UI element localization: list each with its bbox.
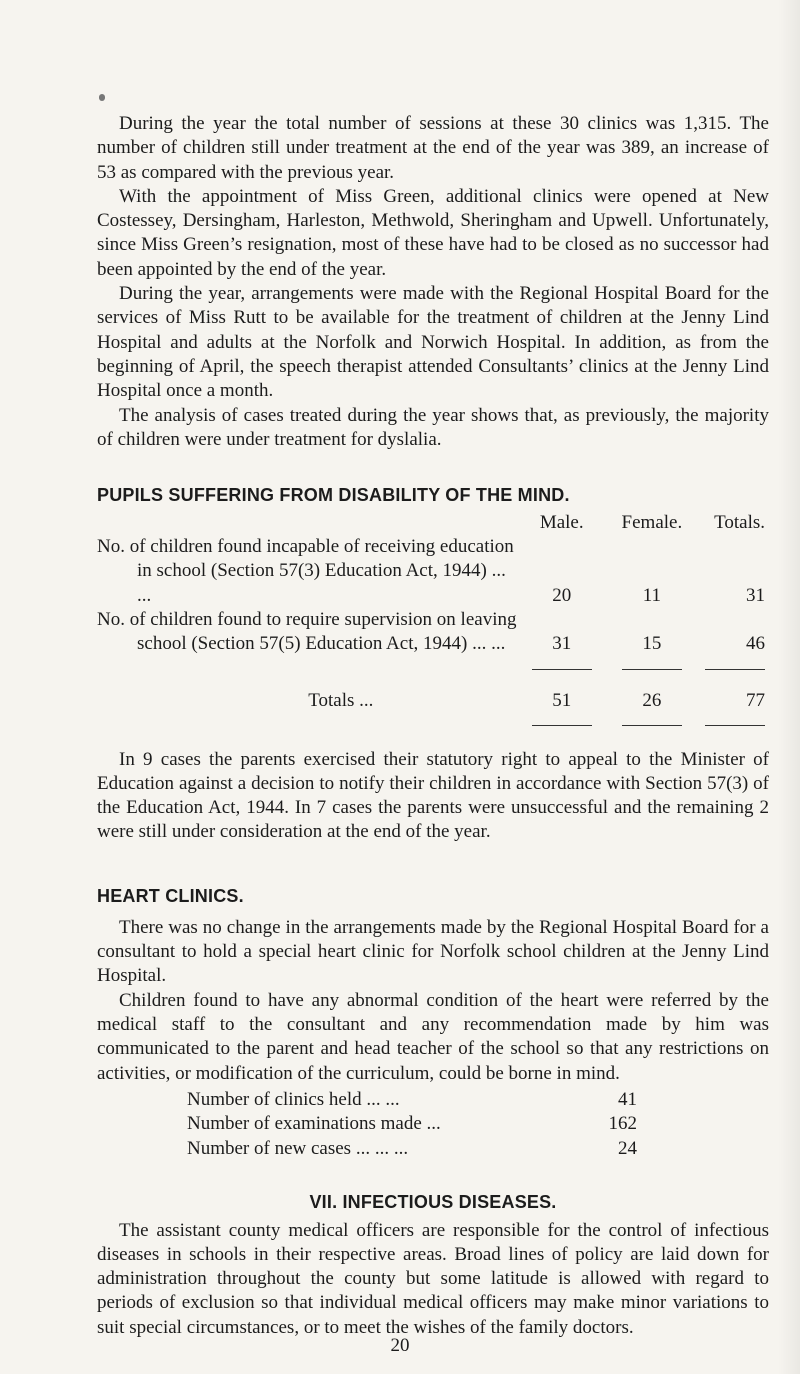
row-female-value: 11: [642, 584, 662, 606]
divider: [705, 725, 765, 726]
stat-value: 24: [618, 1137, 637, 1159]
row-total-value: 31: [746, 584, 765, 606]
table-row: [187, 1088, 637, 1113]
disability-heading: PUPILS SUFFERING FROM DISABILITY OF THE MIND.: [97, 485, 570, 506]
totals-male-value: 51: [552, 689, 572, 711]
heart-clinics-heading: HEART CLINICS.: [97, 885, 244, 906]
heart-paragraph-2: Children found to have any abnormal condition of the heart were referred by the medical staff to the consultant and any recommendation made by him was communicated to the parent and head teacher of the school so that any restrictions on activities, or modification of the curriculum, could be borne in mind.: [97, 989, 769, 1084]
page-number: 20: [390, 1335, 410, 1356]
stat-value: 162: [608, 1113, 637, 1135]
table-row: [97, 608, 769, 657]
stat-label: Number of clinics held ... ...: [187, 1088, 400, 1110]
row-label: No. of children found incapable of receiving education in school (Section 57(3) Education Act, 1944) ... ...: [97, 536, 514, 606]
intro-paragraph-4: The analysis of cases treated during the year shows that, as previously, the majority of children were under treatment for dyslalia.: [97, 404, 769, 450]
col-totals-header: Totals.: [714, 511, 765, 533]
appeal-paragraph: In 9 cases the parents exercised their statutory right to appeal to the Minister of Education against a decision to notify their children in accordance with Section 57(3) of the Education Act, 1944. In 7 cases the parents were unsuccessful and the remaining 2 were still under consideration at the end of the year.: [97, 748, 769, 843]
disability-table: [97, 510, 769, 737]
divider: [532, 669, 592, 670]
heart-stats-table: [187, 1088, 637, 1162]
divider: [622, 669, 682, 670]
disability-table-wrap: [97, 510, 769, 737]
stat-label: Number of new cases ... ... ...: [187, 1137, 409, 1159]
totals-total-value: 77: [746, 689, 765, 711]
row-male-value: 31: [552, 633, 572, 655]
row-female-value: 15: [642, 633, 662, 655]
rule-row: [97, 657, 769, 681]
document-page: [97, 112, 769, 1340]
row-label: No. of children found to require supervision on leaving school (Section 57(5) Education Act, 1944) ... ...: [97, 609, 517, 655]
infectious-paragraph: The assistant county medical officers are responsible for the control of infectious diseases in schools in their respective areas. Broad lines of policy are laid down for administration throughout the county but some latitude is allowed with regard to periods of exclusion so that individual medical officers may make minor variations to suit special circumstances, or to meet the wishes of the family doctors.: [97, 1219, 769, 1338]
rule-row: [97, 713, 769, 737]
totals-label: Totals ...: [308, 689, 374, 711]
col-female-header: Female.: [621, 511, 683, 533]
page-edge-shadow: [778, 0, 800, 1374]
row-male-value: 20: [552, 584, 572, 606]
table-row: [187, 1112, 637, 1137]
intro-paragraph-2: With the appointment of Miss Green, additional clinics were opened at New Costessey, Dersingham, Harleston, Methwold, Sheringham and Upwell. Unfortunately, since Miss Green’s resignation, most of these have had to be closed as no successor had been appointed by the end of the year.: [97, 185, 769, 280]
stat-label: Number of examinations made ...: [187, 1113, 441, 1135]
table-row: [187, 1137, 637, 1162]
stat-value: 41: [618, 1088, 637, 1110]
totals-female-value: 26: [642, 689, 662, 711]
row-total-value: 46: [746, 633, 765, 655]
divider: [532, 725, 592, 726]
col-male-header: Male.: [539, 511, 584, 533]
table-row: [97, 535, 769, 608]
totals-row: [97, 681, 769, 713]
infectious-diseases-heading: VII. INFECTIOUS DISEASES.: [309, 1191, 557, 1212]
heart-paragraph-1: There was no change in the arrangements made by the Regional Hospital Board for a consultant to hold a special heart clinic for Norfolk school children at the Jenny Lind Hospital.: [97, 916, 769, 987]
divider: [705, 669, 765, 670]
margin-mark: [99, 94, 105, 101]
intro-paragraph-3: During the year, arrangements were made with the Regional Hospital Board for the services of Miss Rutt to be available for the treatment of children at the Jenny Lind Hospital and adults at the Norfolk and Norwich Hospital. In addition, as from the beginning of April, the speech therapist attended Consultants’ clinics at the Jenny Lind Hospital once a month.: [97, 283, 769, 402]
divider: [622, 725, 682, 726]
table-header-row: [97, 510, 769, 535]
intro-paragraph-1: During the year the total number of sessions at these 30 clinics was 1,315. The number of children still under treatment at the end of the year was 389, an increase of 53 as compared with the previous year.: [97, 113, 769, 183]
